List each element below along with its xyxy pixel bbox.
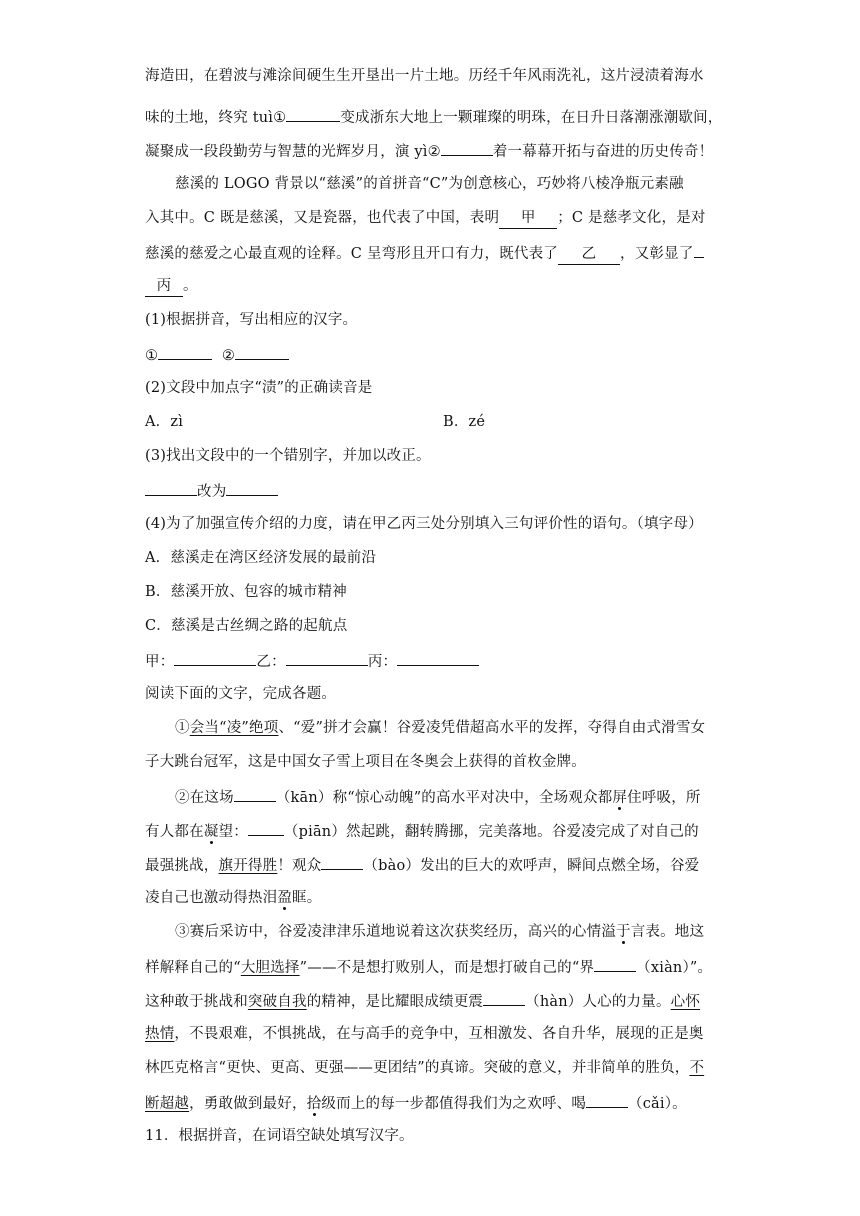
pinyin-blank-han[interactable] xyxy=(483,990,525,1006)
passage1-line-4: 慈溪的 LOGO 背景以“慈溪”的首拼音“C”为创意核心，巧妙将八棱净瓶元素融 xyxy=(175,176,684,192)
blank-bing-lead[interactable] xyxy=(694,242,704,258)
reading-p2-line-3: 最强挑战，旗开得胜！观众 （bào）发出的巨大的欢呼声，瞬间点燃全场，谷爱 xyxy=(145,854,725,876)
reading-p3-line-1: ③赛后采访中，谷爱凌津津乐道地说着这次获奖经历，高兴的心情溢于言表。地这 xyxy=(175,924,705,940)
question-3-answer: 改为 xyxy=(145,480,725,502)
passage1-line-5: 入其中。C 既是慈溪，又是瓷器，也代表了中国，表明 甲 ；C 是慈孝文化，是对 xyxy=(145,208,725,229)
q3-blank-2[interactable] xyxy=(226,480,278,496)
passage1-line-6: 慈溪的慈爱之心最直观的诠释。C 呈弯形且开口有力，既代表了 乙 ，又彰显了 xyxy=(145,242,725,265)
q4-blank-jia[interactable] xyxy=(174,650,256,666)
question-2-options xyxy=(145,412,725,432)
q4-answer-line: 甲： 乙： 丙： xyxy=(145,650,725,672)
q4-blank-yi[interactable] xyxy=(286,650,368,666)
pinyin-blank-pian[interactable] xyxy=(248,820,284,836)
pinyin-blank-xian[interactable] xyxy=(594,956,636,972)
passage1-line-1: 海造田，在碧波与滩涂间硬生生开垦出一片土地。历经千年风雨洗礼，这片浸渍着海水 xyxy=(145,68,704,84)
q4-option-c: C．慈溪是古丝绸之路的起航点 xyxy=(145,618,348,634)
answer-blank-2[interactable] xyxy=(441,140,493,156)
blank-bing[interactable]: 丙 xyxy=(145,276,183,297)
reading-p2-line-2: 有人都在凝望： （piān）然起跳，翻转腾挪，完美落地。谷爱凌完成了对自己的 xyxy=(145,820,725,842)
reading-p3-line-3: 这种敢于挑战和突破自我的精神，是比耀眼成绩更震 （hàn）人心的力量。心怀 xyxy=(145,990,725,1012)
reading-p3-line-5: 林匹克格言“更快、更高、更强——更团结”的真谛。突破的意义，并非简单的胜负，不 xyxy=(145,1060,705,1076)
question-11: 11．根据拼音，在词语空缺处填写汉字。 xyxy=(145,1128,414,1144)
blank-jia[interactable]: 甲 xyxy=(499,208,557,229)
reading-intro: 阅读下面的文字，完成各题。 xyxy=(145,686,337,702)
pinyin-blank-kan[interactable] xyxy=(234,786,276,802)
question-1: (1)根据拼音，写出相应的汉字。 xyxy=(145,312,358,328)
reading-p3-line-6: 断超越，勇敢做到最好，拾级而上的每一步都值得我们为之欢呼、喝 （cǎi）。 xyxy=(145,1092,725,1114)
reading-p3-line-4: 热情，不畏艰难，不惧挑战，在与高手的竞争中，互相激发、各自升华，展现的正是奥 xyxy=(145,1026,704,1042)
question-1-answers: ① ② xyxy=(145,344,725,366)
q1-blank-1[interactable] xyxy=(158,344,212,360)
reading-p2-line-4: 凌自己也激动得热泪盈眶。 xyxy=(145,890,322,906)
q3-blank-1[interactable] xyxy=(145,480,197,496)
reading-p1-line-2: 子大跳台冠军，这是中国女子雪上项目在冬奥会上获得的首枚金牌。 xyxy=(145,754,586,770)
reading-p3-line-2: 样解释自己的“大胆选择”——不是想打败别人，而是想打破自己的“界 （xiàn）”。 xyxy=(145,956,725,978)
question-2: (2)文段中加点字“渍”的正确读音是 xyxy=(145,380,373,396)
passage1-line-7: 丙 。 xyxy=(145,276,725,297)
passage1-line-3: 凝聚成一段段勤劳与智慧的光辉岁月，演 yì② 着一幕幕开拓与奋进的历史传奇！ xyxy=(145,140,725,162)
q4-option-a: A．慈溪走在湾区经济发展的最前沿 xyxy=(145,550,377,566)
pinyin-blank-bao[interactable] xyxy=(321,854,363,870)
answer-blank-1[interactable] xyxy=(286,106,340,122)
pinyin-blank-cai[interactable] xyxy=(586,1092,628,1108)
option-a[interactable]: A．zì xyxy=(145,414,184,430)
passage1-line-2: 味的土地，终究 tuì① 变成浙东大地上一颗璀璨的明珠，在日升日落潮涨潮歇间， xyxy=(145,106,725,128)
q1-blank-2[interactable] xyxy=(235,344,289,360)
question-3: (3)找出文段中的一个错别字，并加以改正。 xyxy=(145,448,431,464)
q4-blank-bing[interactable] xyxy=(397,650,479,666)
q4-option-b: B．慈溪开放、包容的城市精神 xyxy=(145,584,347,600)
question-4: (4)为了加强宣传介绍的力度，请在甲乙丙三处分别填入三句评价性的语句。（填字母） xyxy=(145,516,703,532)
reading-p2-line-1: ②在这场 （kān）称“惊心动魄”的高水平对决中，全场观众都屏住呼吸，所 xyxy=(175,786,725,808)
option-b[interactable]: B．zé xyxy=(443,414,486,430)
blank-yi[interactable]: 乙 xyxy=(558,244,620,265)
reading-p1-line-1: ①会当“凌”绝项、“爱”拼才会赢！谷爱凌凭借超高水平的发挥，夺得自由式滑雪女 xyxy=(175,720,706,736)
